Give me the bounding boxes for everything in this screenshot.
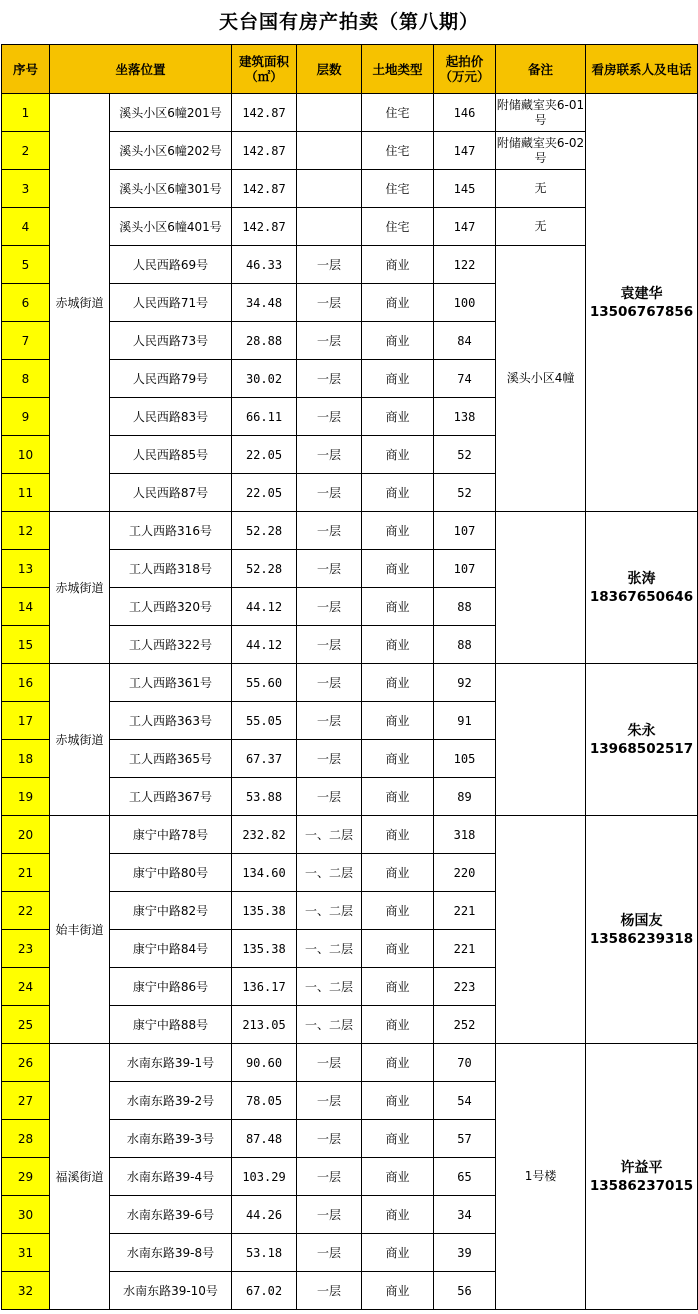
land-type-cell: 商业	[362, 1272, 434, 1310]
floor-cell: 一层	[297, 778, 362, 816]
row-seq: 19	[2, 778, 50, 816]
area-cell: 103.29	[232, 1158, 297, 1196]
area-cell: 55.05	[232, 702, 297, 740]
land-type-cell: 住宅	[362, 170, 434, 208]
floor-cell: 一层	[297, 1158, 362, 1196]
price-cell: 147	[434, 132, 496, 170]
price-cell: 92	[434, 664, 496, 702]
price-cell: 122	[434, 246, 496, 284]
land-type-cell: 商业	[362, 398, 434, 436]
street-cell: 赤城街道	[50, 512, 110, 664]
address-cell: 康宁中路80号	[110, 854, 232, 892]
area-cell: 30.02	[232, 360, 297, 398]
row-seq: 16	[2, 664, 50, 702]
land-type-cell: 商业	[362, 1234, 434, 1272]
row-seq: 30	[2, 1196, 50, 1234]
floor-cell	[297, 170, 362, 208]
floor-cell: 一、二层	[297, 930, 362, 968]
header-floor: 层数	[297, 45, 362, 94]
floor-cell: 一层	[297, 588, 362, 626]
contact-name: 许益平	[620, 1159, 663, 1176]
price-cell: 89	[434, 778, 496, 816]
price-cell: 146	[434, 94, 496, 132]
land-type-cell: 商业	[362, 1082, 434, 1120]
row-seq: 29	[2, 1158, 50, 1196]
area-cell: 46.33	[232, 246, 297, 284]
header-note: 备注	[496, 45, 586, 94]
note-cell: 无	[496, 208, 586, 246]
table-row	[2, 94, 698, 132]
land-type-cell: 商业	[362, 702, 434, 740]
area-cell: 78.05	[232, 1082, 297, 1120]
header-area: 建筑面积（㎡）	[232, 45, 297, 94]
address-cell: 人民西路85号	[110, 436, 232, 474]
address-cell: 康宁中路82号	[110, 892, 232, 930]
area-cell: 53.18	[232, 1234, 297, 1272]
row-seq: 20	[2, 816, 50, 854]
land-type-cell: 商业	[362, 550, 434, 588]
street-cell: 赤城街道	[50, 664, 110, 816]
area-cell: 44.12	[232, 626, 297, 664]
contact-phone: 13968502517	[589, 740, 694, 757]
price-cell: 221	[434, 892, 496, 930]
table-body	[2, 94, 698, 1310]
row-seq: 23	[2, 930, 50, 968]
contact-cell	[586, 94, 698, 512]
price-cell: 107	[434, 550, 496, 588]
price-cell: 318	[434, 816, 496, 854]
header-seq: 序号	[2, 45, 50, 94]
floor-cell	[297, 94, 362, 132]
land-type-cell: 商业	[362, 664, 434, 702]
area-cell: 44.12	[232, 588, 297, 626]
floor-cell: 一层	[297, 702, 362, 740]
address-cell: 工人西路365号	[110, 740, 232, 778]
address-cell: 水南东路39-4号	[110, 1158, 232, 1196]
land-type-cell: 商业	[362, 322, 434, 360]
note-cell: 附储藏室夹6-01号	[496, 94, 586, 132]
address-cell: 溪头小区6幢201号	[110, 94, 232, 132]
row-seq: 27	[2, 1082, 50, 1120]
price-cell: 100	[434, 284, 496, 322]
floor-cell: 一层	[297, 1196, 362, 1234]
area-cell: 34.48	[232, 284, 297, 322]
area-cell: 142.87	[232, 208, 297, 246]
floor-cell	[297, 132, 362, 170]
contact-cell	[586, 816, 698, 1044]
price-cell: 84	[434, 322, 496, 360]
price-cell: 56	[434, 1272, 496, 1310]
area-cell: 52.28	[232, 550, 297, 588]
street-cell: 福溪街道	[50, 1044, 110, 1310]
area-cell: 142.87	[232, 94, 297, 132]
land-type-cell: 住宅	[362, 94, 434, 132]
land-type-cell: 商业	[362, 892, 434, 930]
merged-note-cell	[496, 512, 586, 664]
price-cell: 105	[434, 740, 496, 778]
address-cell: 水南东路39-10号	[110, 1272, 232, 1310]
area-cell: 22.05	[232, 436, 297, 474]
area-cell: 142.87	[232, 170, 297, 208]
address-cell: 人民西路83号	[110, 398, 232, 436]
area-cell: 55.60	[232, 664, 297, 702]
address-cell: 工人西路367号	[110, 778, 232, 816]
row-seq: 18	[2, 740, 50, 778]
area-cell: 67.02	[232, 1272, 297, 1310]
address-cell: 工人西路316号	[110, 512, 232, 550]
row-seq: 4	[2, 208, 50, 246]
row-seq: 25	[2, 1006, 50, 1044]
floor-cell: 一层	[297, 550, 362, 588]
price-cell: 220	[434, 854, 496, 892]
floor-cell: 一层	[297, 246, 362, 284]
street-cell: 始丰街道	[50, 816, 110, 1044]
header-location: 坐落位置	[50, 45, 232, 94]
row-seq: 17	[2, 702, 50, 740]
contact-phone: 13506767856	[589, 303, 694, 320]
contact-name: 袁建华	[620, 285, 663, 302]
floor-cell: 一层	[297, 474, 362, 512]
row-seq: 12	[2, 512, 50, 550]
contact-name: 张涛	[627, 570, 656, 587]
row-seq: 6	[2, 284, 50, 322]
contact-cell	[586, 512, 698, 664]
table-row	[2, 512, 698, 550]
floor-cell: 一层	[297, 1044, 362, 1082]
merged-note-cell: 1号楼	[496, 1044, 586, 1310]
row-seq: 31	[2, 1234, 50, 1272]
price-cell: 107	[434, 512, 496, 550]
address-cell: 人民西路79号	[110, 360, 232, 398]
contact-phone: 13586239318	[589, 930, 694, 947]
row-seq: 24	[2, 968, 50, 1006]
land-type-cell: 商业	[362, 854, 434, 892]
address-cell: 工人西路363号	[110, 702, 232, 740]
area-cell: 52.28	[232, 512, 297, 550]
address-cell: 人民西路71号	[110, 284, 232, 322]
land-type-cell: 商业	[362, 816, 434, 854]
contact-cell	[586, 1044, 698, 1310]
land-type-cell: 商业	[362, 740, 434, 778]
row-seq: 3	[2, 170, 50, 208]
address-cell: 水南东路39-2号	[110, 1082, 232, 1120]
land-type-cell: 商业	[362, 1006, 434, 1044]
header-price: 起拍价（万元）	[434, 45, 496, 94]
address-cell: 溪头小区6幢202号	[110, 132, 232, 170]
area-cell: 136.17	[232, 968, 297, 1006]
contact-name: 杨国友	[620, 912, 663, 929]
area-cell: 44.26	[232, 1196, 297, 1234]
floor-cell: 一层	[297, 664, 362, 702]
address-cell: 溪头小区6幢401号	[110, 208, 232, 246]
contact-name: 朱永	[627, 722, 656, 739]
land-type-cell: 商业	[362, 436, 434, 474]
row-seq: 9	[2, 398, 50, 436]
price-cell: 52	[434, 474, 496, 512]
address-cell: 工人西路318号	[110, 550, 232, 588]
land-type-cell: 商业	[362, 1196, 434, 1234]
address-cell: 康宁中路78号	[110, 816, 232, 854]
area-cell: 66.11	[232, 398, 297, 436]
land-type-cell: 商业	[362, 246, 434, 284]
merged-note-cell	[496, 664, 586, 816]
price-cell: 70	[434, 1044, 496, 1082]
note-cell: 附储藏室夹6-02号	[496, 132, 586, 170]
price-cell: 221	[434, 930, 496, 968]
contact-cell	[586, 664, 698, 816]
street-cell: 赤城街道	[50, 94, 110, 512]
address-cell: 康宁中路84号	[110, 930, 232, 968]
address-cell: 水南东路39-3号	[110, 1120, 232, 1158]
floor-cell: 一层	[297, 398, 362, 436]
floor-cell: 一层	[297, 1120, 362, 1158]
land-type-cell: 住宅	[362, 132, 434, 170]
address-cell: 工人西路361号	[110, 664, 232, 702]
floor-cell: 一层	[297, 284, 362, 322]
floor-cell: 一、二层	[297, 1006, 362, 1044]
land-type-cell: 商业	[362, 1120, 434, 1158]
price-cell: 138	[434, 398, 496, 436]
row-seq: 5	[2, 246, 50, 284]
row-seq: 21	[2, 854, 50, 892]
land-type-cell: 商业	[362, 1158, 434, 1196]
floor-cell: 一层	[297, 512, 362, 550]
land-type-cell: 商业	[362, 474, 434, 512]
price-cell: 57	[434, 1120, 496, 1158]
address-cell: 水南东路39-1号	[110, 1044, 232, 1082]
address-cell: 人民西路87号	[110, 474, 232, 512]
row-seq: 22	[2, 892, 50, 930]
area-cell: 213.05	[232, 1006, 297, 1044]
merged-note-cell	[496, 816, 586, 1044]
price-cell: 34	[434, 1196, 496, 1234]
address-cell: 工人西路322号	[110, 626, 232, 664]
row-seq: 1	[2, 94, 50, 132]
area-cell: 87.48	[232, 1120, 297, 1158]
header-contact: 看房联系人及电话	[586, 45, 698, 94]
table-row	[2, 1044, 698, 1082]
address-cell: 水南东路39-8号	[110, 1234, 232, 1272]
price-cell: 88	[434, 626, 496, 664]
price-cell: 147	[434, 208, 496, 246]
area-cell: 134.60	[232, 854, 297, 892]
price-cell: 65	[434, 1158, 496, 1196]
price-cell: 88	[434, 588, 496, 626]
land-type-cell: 商业	[362, 778, 434, 816]
floor-cell: 一层	[297, 1272, 362, 1310]
table-header-row	[2, 45, 698, 94]
row-seq: 8	[2, 360, 50, 398]
row-seq: 15	[2, 626, 50, 664]
land-type-cell: 住宅	[362, 208, 434, 246]
floor-cell: 一层	[297, 1234, 362, 1272]
address-cell: 工人西路320号	[110, 588, 232, 626]
header-land-type: 土地类型	[362, 45, 434, 94]
table-row	[2, 816, 698, 854]
floor-cell: 一层	[297, 360, 362, 398]
price-cell: 91	[434, 702, 496, 740]
page-title: 天台国有房产拍卖（第八期）	[218, 11, 479, 33]
land-type-cell: 商业	[362, 968, 434, 1006]
area-cell: 135.38	[232, 930, 297, 968]
floor-cell: 一层	[297, 626, 362, 664]
land-type-cell: 商业	[362, 360, 434, 398]
row-seq: 28	[2, 1120, 50, 1158]
row-seq: 10	[2, 436, 50, 474]
floor-cell: 一层	[297, 436, 362, 474]
floor-cell: 一层	[297, 740, 362, 778]
row-seq: 2	[2, 132, 50, 170]
area-cell: 67.37	[232, 740, 297, 778]
contact-phone: 18367650646	[589, 588, 694, 605]
land-type-cell: 商业	[362, 512, 434, 550]
address-cell: 人民西路69号	[110, 246, 232, 284]
area-cell: 22.05	[232, 474, 297, 512]
land-type-cell: 商业	[362, 930, 434, 968]
table-row	[2, 664, 698, 702]
area-cell: 53.88	[232, 778, 297, 816]
address-cell: 溪头小区6幢301号	[110, 170, 232, 208]
area-cell: 90.60	[232, 1044, 297, 1082]
floor-cell: 一、二层	[297, 968, 362, 1006]
row-seq: 26	[2, 1044, 50, 1082]
floor-cell: 一层	[297, 1082, 362, 1120]
price-cell: 252	[434, 1006, 496, 1044]
address-cell: 水南东路39-6号	[110, 1196, 232, 1234]
address-cell: 康宁中路86号	[110, 968, 232, 1006]
land-type-cell: 商业	[362, 626, 434, 664]
area-cell: 142.87	[232, 132, 297, 170]
area-cell: 28.88	[232, 322, 297, 360]
price-cell: 39	[434, 1234, 496, 1272]
auction-table	[1, 44, 698, 1310]
floor-cell: 一、二层	[297, 854, 362, 892]
merged-note-cell: 溪头小区4幢	[496, 246, 586, 512]
area-cell: 232.82	[232, 816, 297, 854]
area-cell: 135.38	[232, 892, 297, 930]
price-cell: 54	[434, 1082, 496, 1120]
row-seq: 11	[2, 474, 50, 512]
note-cell: 无	[496, 170, 586, 208]
address-cell: 康宁中路88号	[110, 1006, 232, 1044]
floor-cell	[297, 208, 362, 246]
price-cell: 145	[434, 170, 496, 208]
row-seq: 32	[2, 1272, 50, 1310]
price-cell: 74	[434, 360, 496, 398]
price-cell: 223	[434, 968, 496, 1006]
floor-cell: 一、二层	[297, 892, 362, 930]
price-cell: 52	[434, 436, 496, 474]
land-type-cell: 商业	[362, 1044, 434, 1082]
floor-cell: 一、二层	[297, 816, 362, 854]
row-seq: 14	[2, 588, 50, 626]
land-type-cell: 商业	[362, 588, 434, 626]
contact-phone: 13586237015	[589, 1177, 694, 1194]
row-seq: 13	[2, 550, 50, 588]
address-cell: 人民西路73号	[110, 322, 232, 360]
row-seq: 7	[2, 322, 50, 360]
land-type-cell: 商业	[362, 284, 434, 322]
floor-cell: 一层	[297, 322, 362, 360]
